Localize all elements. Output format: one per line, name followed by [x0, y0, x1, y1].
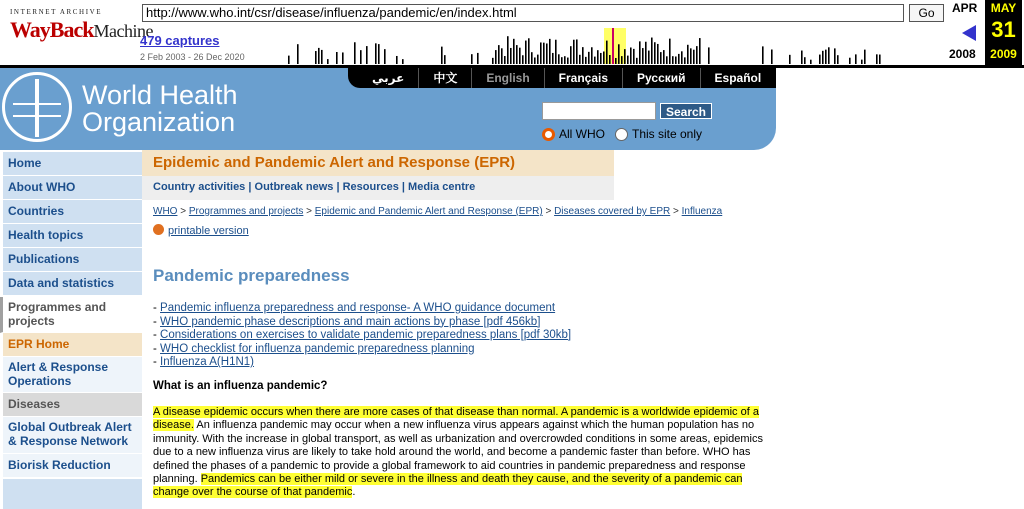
sparkline-bar — [849, 58, 851, 64]
sparkline-bar — [507, 36, 509, 64]
sparkline-bar — [825, 50, 827, 64]
sparkline-bar — [375, 43, 377, 64]
list-item: - Considerations on exercises to validate pandemic preparedness plans [pdf 30kb] — [153, 329, 572, 341]
current-year: 2009 — [990, 47, 1017, 61]
sparkline-bar — [699, 38, 701, 64]
sidebar-item-programmes[interactable]: Programmes and projects — [0, 297, 139, 333]
internet-archive-label: INTERNET ARCHIVE — [10, 8, 103, 16]
sparkline-bar — [660, 52, 662, 64]
sparkline-bar — [576, 39, 578, 64]
wordmark-machine: Machine — [93, 21, 153, 41]
sparkline-bar — [354, 42, 356, 64]
sparkline-bar — [627, 56, 629, 64]
epr-subnav — [142, 176, 614, 200]
sparkline-bar — [504, 56, 506, 64]
sparkline-bar — [675, 56, 677, 64]
sparkline-bar — [708, 47, 710, 64]
sparkline-bar — [804, 57, 806, 64]
lang-french[interactable]: Français — [544, 68, 622, 88]
sparkline-bar — [861, 60, 863, 64]
body-paragraph — [153, 406, 779, 500]
radio-this-site-label: This site only — [632, 127, 703, 141]
radio-this-site[interactable] — [615, 128, 628, 141]
sparkline-bar — [651, 38, 653, 64]
printable-version-link[interactable]: printable version — [168, 225, 249, 237]
sparkline-bar — [609, 55, 611, 64]
sparkline-bar — [810, 60, 812, 64]
sparkline-bar — [642, 48, 644, 64]
sparkline-bar — [690, 48, 692, 64]
subnav-country-activities[interactable]: Country activities — [153, 181, 246, 193]
sidebar-item-epr-home[interactable]: EPR Home — [3, 333, 142, 357]
sparkline-bar — [531, 52, 533, 64]
sparkline-bar — [594, 57, 596, 64]
sidebar-item-about[interactable]: About WHO — [3, 176, 142, 200]
sidebar-filler — [3, 479, 142, 509]
list-item: - WHO pandemic phase descriptions and main actions by phase [pdf 456kb] — [153, 315, 541, 328]
sidebar-item-countries[interactable]: Countries — [3, 200, 142, 224]
who-header — [0, 68, 776, 150]
subnav-separator: | — [248, 181, 255, 193]
sparkline-bar — [498, 45, 500, 64]
list-item: - Pandemic influenza preparedness and response- A WHO guidance document — [153, 302, 556, 314]
resource-links — [153, 302, 571, 370]
captures-link[interactable]: 479 captures — [140, 33, 220, 48]
highlighted-text-2: Pandemics can be either mild or severe in the illness and death they cause, and the severity of a pandemic can change over the course of that pandemic — [153, 473, 743, 499]
sparkline-bar — [342, 52, 344, 64]
sparkline-bar — [819, 55, 821, 64]
lang-arabic[interactable]: عربي — [372, 71, 405, 85]
sparkline-bar — [516, 45, 518, 64]
sparkline-bar — [588, 52, 590, 64]
sparkline-bar — [663, 50, 665, 64]
sparkline-bar — [549, 39, 551, 64]
sparkline-bar — [639, 41, 641, 64]
sparkline-bar — [492, 58, 494, 64]
printable-version — [153, 224, 249, 237]
subnav-separator: | — [401, 181, 409, 193]
wayback-machine-wordmark — [10, 17, 153, 42]
sparkline-bar — [564, 56, 566, 64]
sparkline-bar — [864, 50, 866, 64]
sidebar-item-data-statistics[interactable]: Data and statistics — [3, 272, 142, 296]
sparkline-bar — [321, 50, 323, 64]
sparkline-bar — [600, 53, 602, 64]
lang-english: English — [471, 68, 543, 88]
sparkline-bar — [636, 58, 638, 64]
sparkline-bar — [615, 58, 617, 64]
sparkline-bar — [561, 57, 563, 64]
link-checklist[interactable]: WHO checklist for influenza pandemic preparedness planning — [160, 342, 475, 355]
sparkline-bar — [645, 42, 647, 64]
current-capture-date — [985, 0, 1022, 66]
sparkline-bar — [540, 42, 542, 64]
wayback-logo[interactable] — [10, 8, 153, 42]
sparkline-bar — [657, 44, 659, 64]
sparkline-bar — [441, 47, 443, 64]
capture-date-range: 2 Feb 2003 - 26 Dec 2020 — [140, 52, 245, 62]
list-item: - WHO checklist for influenza pandemic preparedness planning — [153, 342, 475, 355]
sparkline-bar — [696, 46, 698, 64]
sparkline-bar — [477, 53, 479, 64]
current-month: MAY — [990, 1, 1017, 15]
sparkline-bar — [684, 57, 686, 64]
search-button[interactable]: Search — [660, 103, 712, 119]
sparkline-bar — [669, 39, 671, 64]
sparkline-bar — [318, 48, 320, 64]
subnav-separator: | — [336, 181, 343, 193]
sparkline-bar — [378, 44, 380, 64]
sparkline-bar — [546, 43, 548, 64]
sidebar-item-health-topics[interactable]: Health topics — [3, 224, 142, 248]
org-name-line1: World Health — [82, 80, 238, 110]
sparkline-bar — [336, 52, 338, 64]
sparkline-current-marker — [612, 28, 614, 64]
breadcrumb-diseases[interactable]: Diseases covered by EPR — [554, 206, 671, 217]
sparkline-bar — [687, 45, 689, 64]
sparkline-bar — [834, 48, 836, 64]
capture-sparkline[interactable] — [282, 28, 882, 64]
org-name-line2: Organization — [82, 107, 236, 137]
sparkline-bar — [801, 51, 803, 64]
breadcrumb: WHO > Programmes and projects > Epidemic and Pandemic Alert and Response (EPR) > Diseases covered by EPR > Influenza — [153, 206, 723, 217]
sparkline-bar — [624, 49, 626, 64]
current-day: 31 — [991, 17, 1016, 42]
sparkline-bar — [762, 46, 764, 64]
sparkline-bar — [444, 55, 446, 64]
wordmark-wayback: WayBack — [10, 17, 94, 42]
sparkline-bar — [678, 54, 680, 64]
sparkline-bar — [633, 49, 635, 64]
breadcrumb-influenza[interactable]: Influenza — [681, 206, 723, 217]
who-emblem-icon[interactable] — [2, 72, 72, 142]
sparkline-bar — [384, 49, 386, 64]
sidebar-item-goarn[interactable]: Global Outbreak Alert & Response Network — [3, 417, 142, 454]
sparkline-bar — [495, 50, 497, 64]
sparkline-bar — [471, 54, 473, 64]
sparkline-bar — [513, 39, 515, 64]
epr-title: Epidemic and Pandemic Alert and Response (EPR) — [142, 150, 614, 176]
link-guidance-document[interactable]: Pandemic influenza preparedness and response- A WHO guidance document — [160, 302, 556, 314]
sparkline-bar — [618, 44, 620, 64]
sparkline-bar — [555, 40, 557, 64]
sidebar-item-diseases[interactable]: Diseases — [3, 393, 142, 417]
sparkline-bar — [360, 50, 362, 64]
sparkline-bar — [585, 57, 587, 64]
list-item: - Influenza A(H1N1) — [153, 356, 254, 368]
paragraph-text: An influenza pandemic may occur when a new influenza virus appears against which the human population has no immunity. With the increase in global transport, as well as urbanization and overcrowded conditions in some areas, epidemics due to a new influenza virus are likely to take hold around the world, and become a pandemic faster than before. WHO has defined the phases of a pandemic to provide a global framework to aid countries in pandemic preparedness and response planning. — [153, 419, 763, 486]
sparkline-bar — [828, 47, 830, 64]
sparkline-bar — [525, 41, 527, 64]
sparkline-bar — [510, 48, 512, 64]
sparkline-bar — [534, 57, 536, 64]
sparkline-bar — [558, 54, 560, 64]
sparkline-bar — [579, 55, 581, 64]
sparkline-bar — [552, 53, 554, 64]
wayback-toolbar — [0, 0, 1024, 68]
who-logo-text[interactable] — [82, 82, 238, 136]
sparkline-bar — [648, 51, 650, 64]
sparkline-bar — [879, 55, 881, 64]
lang-spanish[interactable]: Español — [700, 68, 776, 88]
sparkline-bar — [672, 56, 674, 64]
sparkline-bar — [366, 46, 368, 64]
sparkline-bar — [522, 55, 524, 64]
sparkline-bar — [693, 50, 695, 64]
sparkline-bar — [528, 38, 530, 64]
sidebar-item-alert-response[interactable]: Alert & Response Operations — [3, 357, 142, 393]
sparkline-bar — [519, 48, 521, 64]
sparkline-bar — [573, 40, 575, 64]
radio-all-who[interactable] — [542, 128, 555, 141]
sparkline-bar — [288, 56, 290, 64]
radio-all-who-label: All WHO — [559, 127, 605, 141]
sparkline-bar — [654, 42, 656, 64]
language-bar — [348, 68, 776, 88]
link-exercises[interactable]: Considerations on exercises to validate pandemic preparedness plans [pdf 30kb] — [160, 329, 572, 341]
breadcrumb-epr[interactable]: Epidemic and Pandemic Alert and Response (EPR) — [314, 206, 543, 217]
sparkline-bar — [789, 55, 791, 64]
sparkline-bar — [396, 56, 398, 64]
search-scope — [542, 127, 702, 141]
lang-russian[interactable]: Русский — [622, 68, 700, 88]
wayback-url-input[interactable]: http://www.who.int/csr/disease/influenza/pandemic/en/index.html — [142, 4, 904, 22]
sidebar-item-home[interactable]: Home — [3, 152, 142, 176]
prev-year-label[interactable]: 2008 — [949, 47, 976, 61]
sparkline-bar — [543, 43, 545, 64]
subnav-media-centre[interactable]: Media centre — [408, 181, 476, 193]
subnav-resources[interactable]: Resources — [342, 181, 399, 193]
breadcrumb-programmes[interactable]: Programmes and projects — [188, 206, 304, 217]
sparkline-bar — [315, 51, 317, 64]
sparkline-bar — [297, 44, 299, 64]
lang-chinese[interactable]: 中文 — [418, 68, 471, 88]
sparkline-bar — [630, 47, 632, 64]
section-heading: What is an influenza pandemic? — [153, 380, 328, 392]
sparkline-bar — [855, 54, 857, 64]
sparkline-bar — [606, 41, 608, 64]
sparkline-bar — [402, 59, 404, 64]
left-sidebar — [0, 150, 142, 509]
breadcrumb-who[interactable]: WHO — [153, 206, 178, 217]
prev-month-label[interactable]: APR — [952, 1, 978, 15]
sparkline-bar — [591, 47, 593, 64]
sparkline-bar — [603, 51, 605, 64]
sparkline-bar — [327, 59, 329, 64]
link-influenza-h1n1[interactable]: Influenza A(H1N1) — [160, 356, 254, 368]
wayback-go-button[interactable]: Go — [909, 4, 944, 22]
search-input[interactable] — [542, 102, 656, 120]
sparkline-bar — [582, 47, 584, 64]
sparkline-bar — [681, 51, 683, 64]
sparkline-bar — [822, 51, 824, 64]
sparkline-bar — [501, 48, 503, 64]
sparkline-bar — [570, 46, 572, 64]
paragraph-end: . — [352, 486, 356, 499]
subnav-outbreak-news[interactable]: Outbreak news — [254, 181, 334, 193]
prev-capture-arrow-icon[interactable] — [962, 25, 976, 41]
sparkline-bar — [876, 54, 878, 64]
sparkline-bar — [771, 49, 773, 64]
sidebar-item-publications[interactable]: Publications — [3, 248, 142, 272]
sparkline-bar — [666, 56, 668, 64]
sparkline-bar — [837, 55, 839, 64]
highlighted-text-1: A disease epidemic occurs when there are more cases of that disease than normal. A pandemic is a worldwide epidemic of a disease. — [153, 406, 759, 432]
link-phase-descriptions[interactable]: WHO pandemic phase descriptions and main actions by phase [pdf 456kb] — [160, 315, 541, 328]
sparkline-bar — [567, 58, 569, 64]
sidebar-item-biorisk[interactable]: Biorisk Reduction — [3, 454, 142, 478]
sparkline-bar — [597, 50, 599, 64]
printer-icon[interactable] — [153, 224, 164, 235]
sparkline-bar — [621, 56, 623, 64]
page-title: Pandemic preparedness — [153, 266, 350, 285]
sparkline-bar — [537, 55, 539, 64]
